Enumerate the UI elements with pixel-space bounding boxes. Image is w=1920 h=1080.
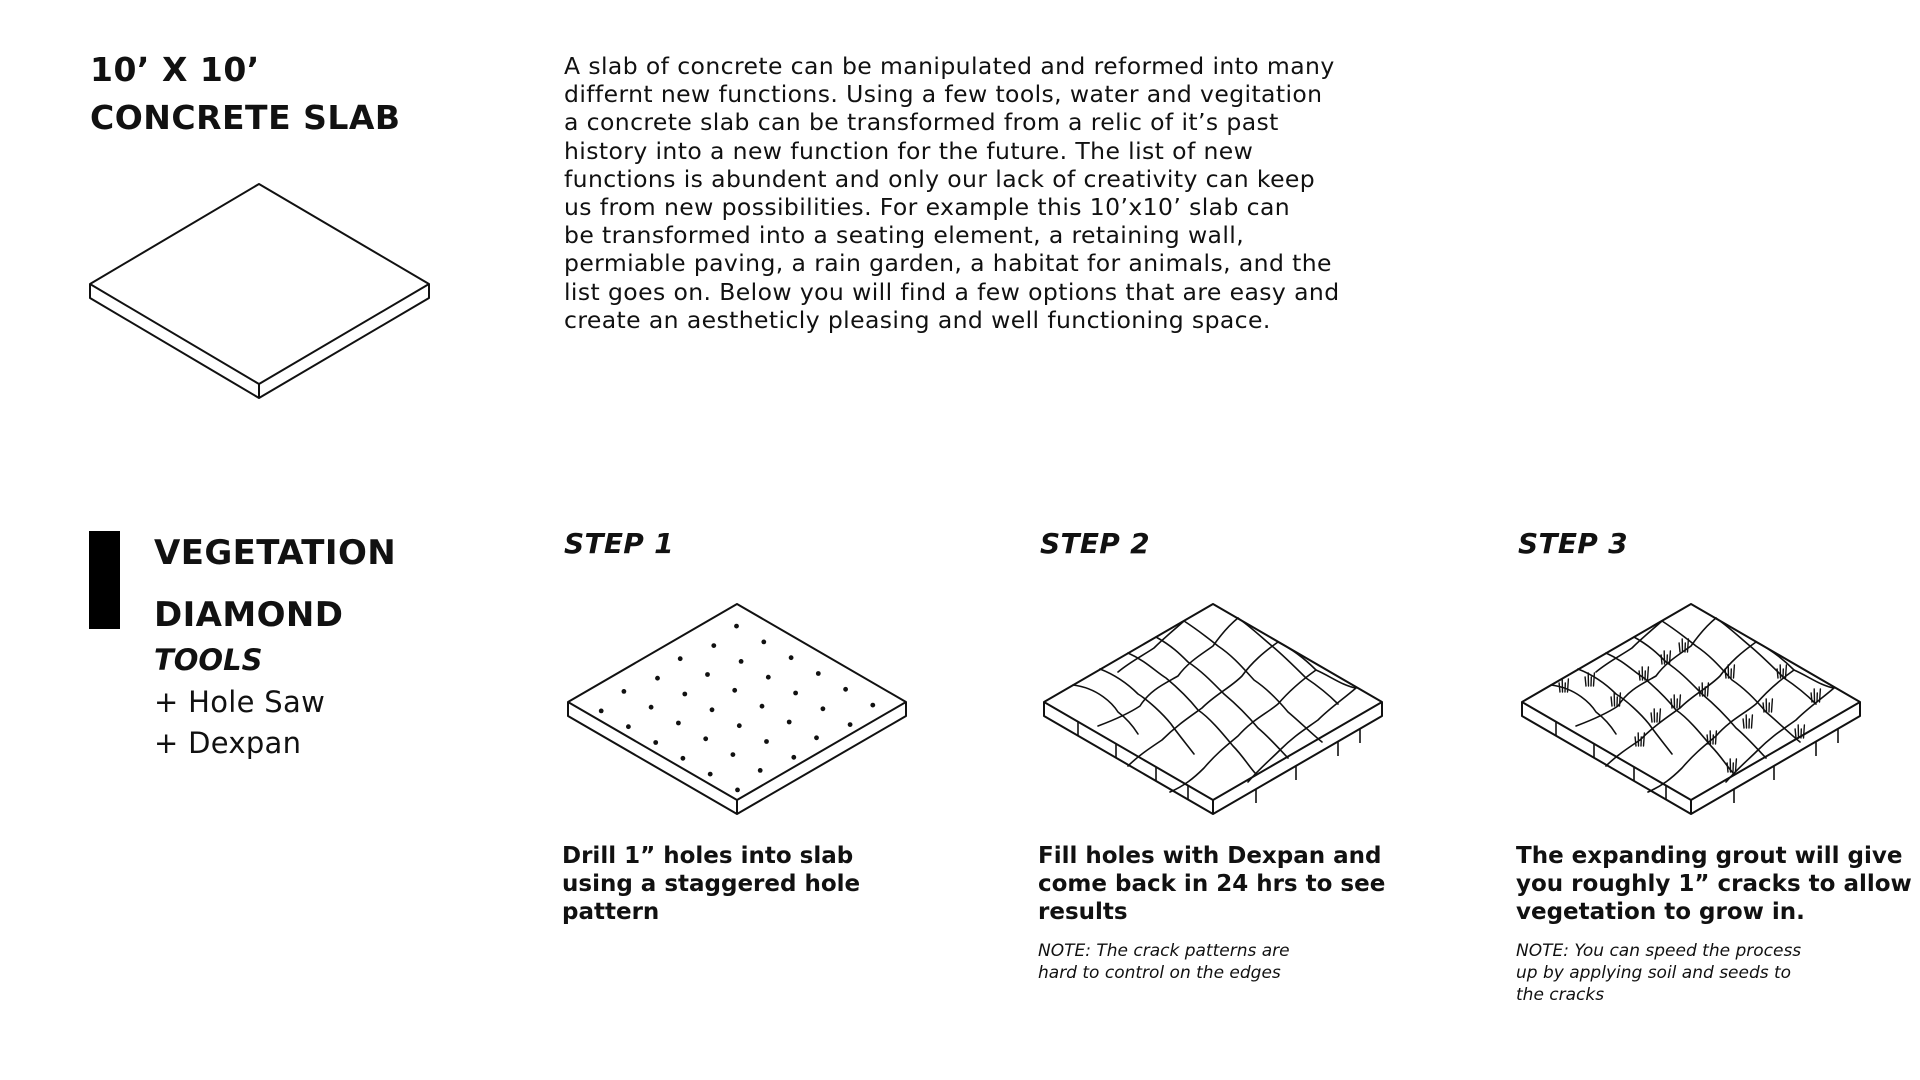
drill-hole-dot [814, 735, 819, 740]
grass-blade [1772, 699, 1773, 712]
drill-hole-dot [655, 676, 660, 681]
drill-hole-dot [821, 706, 826, 711]
step-3-note-line: the cracks [1516, 985, 1605, 1005]
drill-hole-dot [626, 724, 631, 729]
grass-blade [1559, 683, 1560, 692]
intro-line: be transformed into a seating element, a retaining wall, [564, 221, 1245, 250]
step-1-label: STEP 1 [564, 527, 674, 560]
step-2-desc-line: results [1038, 899, 1128, 925]
tools-heading: TOOLS [154, 643, 263, 677]
drill-hole-dot [764, 739, 769, 744]
grass-blade [1707, 735, 1708, 744]
tool-item-hole-saw: + Hole Saw [154, 685, 326, 719]
step-3-desc-line: The expanding grout will give [1516, 843, 1903, 869]
step-1-description [562, 842, 962, 926]
intro-line: permiable paving, a rain garden, a habitat for animals, and the [564, 249, 1332, 278]
grass-blade [1743, 719, 1744, 728]
grass-blade [1635, 737, 1636, 746]
step-2-cracked-slab-illustration [1038, 596, 1388, 822]
drill-hole-dot [787, 720, 792, 725]
intro-line: history into a new function for the future. The list of new [564, 136, 1254, 165]
step-2-desc-line: Fill holes with Dexpan and [1038, 843, 1382, 869]
step-1-desc-line: pattern [562, 899, 660, 925]
step-2-desc-line: come back in 24 hrs to see [1038, 871, 1386, 897]
grass-blade [1811, 693, 1812, 702]
grass-blade [1716, 731, 1717, 744]
grass-blade [1679, 643, 1680, 652]
drill-hole-dot [731, 752, 736, 757]
drill-hole-dot [758, 768, 763, 773]
drill-hole-dot [732, 688, 737, 693]
intro-line: differnt new functions. Using a few tools, water and vegitation [564, 80, 1323, 109]
concrete-slab-illustration [84, 178, 434, 408]
drill-hole-dot [711, 643, 716, 648]
step-3-note [1516, 940, 1896, 1006]
grass-blade [1786, 665, 1787, 678]
drill-hole-dot [843, 687, 848, 692]
step-3-desc-line: vegetation to grow in. [1516, 899, 1805, 925]
drill-hole-dot [622, 689, 627, 694]
page-title-line-1: 10’ X 10’ [90, 50, 260, 89]
drill-hole-dot [676, 721, 681, 726]
drill-hole-dot [734, 624, 739, 629]
grass-blade [1804, 725, 1805, 738]
grass-blade [1670, 651, 1671, 664]
grass-blade [1725, 669, 1726, 678]
grass-blade [1777, 669, 1778, 678]
drill-hole-dot [739, 659, 744, 664]
drill-hole-dot [870, 703, 875, 708]
drill-hole-dot [653, 740, 658, 745]
grass-blade [1644, 733, 1645, 746]
drill-hole-dot [761, 640, 766, 645]
grass-blade [1680, 695, 1681, 708]
intro-line: list goes on. Below you will find a few options that are easy and [564, 277, 1340, 306]
intro-line: us from new possibilities. For example this 10’x10’ slab can [564, 193, 1291, 222]
step-1-desc-line: using a staggered hole [562, 871, 861, 897]
grass-blade [1594, 673, 1595, 686]
drill-hole-dot [710, 707, 715, 712]
section-title-line-2: DIAMOND [154, 595, 344, 635]
step-2-note [1038, 940, 1418, 984]
grass-blade [1763, 703, 1764, 712]
drill-hole-dot [678, 656, 683, 661]
grass-blade [1727, 763, 1728, 772]
drill-hole-dot [599, 709, 604, 714]
step-3-note-line: up by applying soil and seeds to [1516, 963, 1792, 983]
grass-blade [1708, 683, 1709, 696]
step-2-note-line: hard to control on the edges [1038, 963, 1281, 983]
drill-hole-dot [791, 755, 796, 760]
page-title [90, 46, 401, 142]
step-3-description [1516, 842, 1916, 926]
drill-hole-dot [735, 788, 740, 793]
drill-hole-dot [682, 692, 687, 697]
page-title-line-2: CONCRETE SLAB [90, 98, 401, 137]
step-1-drilled-slab-illustration [562, 596, 912, 822]
grass-blade [1736, 759, 1737, 772]
step-3-note-line: NOTE: You can speed the process [1516, 941, 1802, 961]
step-3-desc-line: you roughly 1” cracks to allow [1516, 871, 1912, 897]
step-3-label: STEP 3 [1518, 527, 1628, 560]
intro-line: functions is abundent and only our lack of creativity can keep [564, 164, 1316, 193]
drill-hole-dot [760, 704, 765, 709]
grass-blade [1820, 689, 1821, 702]
grass-blade [1752, 715, 1753, 728]
intro-line: A slab of concrete can be manipulated and reformed into many [564, 52, 1335, 80]
section-title-line-1: VEGETATION [154, 533, 397, 573]
grass-blade [1568, 679, 1569, 692]
step-3-vegetated-slab-illustration [1516, 596, 1866, 822]
grass-blade [1661, 655, 1662, 664]
step-1-desc-line: Drill 1” holes into slab [562, 843, 854, 869]
drill-hole-dot [793, 691, 798, 696]
drill-hole-dot [737, 723, 742, 728]
tool-item-dexpan: + Dexpan [154, 726, 302, 760]
grass-blade [1639, 671, 1640, 680]
drill-hole-dot [703, 736, 708, 741]
drill-hole-dot [848, 722, 853, 727]
section-marker-bar [89, 531, 120, 629]
grass-blade [1688, 639, 1689, 652]
section-title [154, 522, 396, 646]
grass-blade [1699, 687, 1700, 696]
grass-blade [1620, 693, 1621, 706]
drill-hole-dot [789, 655, 794, 660]
grass-blade [1585, 677, 1586, 686]
grass-blade [1795, 729, 1796, 738]
drill-hole-dot [705, 672, 710, 677]
grass-blade [1734, 665, 1735, 678]
grass-blade [1611, 697, 1612, 706]
intro-line: create an aestheticly pleasing and well functioning space. [564, 305, 1271, 334]
drill-hole-dot [649, 705, 654, 710]
drill-hole-dot [681, 756, 686, 761]
step-2-description [1038, 842, 1438, 926]
intro-line: a concrete slab can be transformed from a relic of it’s past [564, 108, 1279, 137]
tools-list [154, 682, 325, 764]
grass-blade [1648, 667, 1649, 680]
drill-hole-dot [816, 671, 821, 676]
grass-blade [1651, 713, 1652, 722]
drill-hole-dot [766, 675, 771, 680]
intro-paragraph [564, 52, 1354, 334]
step-2-label: STEP 2 [1040, 527, 1150, 560]
step-2-note-line: NOTE: The crack patterns are [1038, 941, 1290, 961]
drill-hole-dot [708, 772, 713, 777]
grass-blade [1671, 699, 1672, 708]
grass-blade [1660, 709, 1661, 722]
